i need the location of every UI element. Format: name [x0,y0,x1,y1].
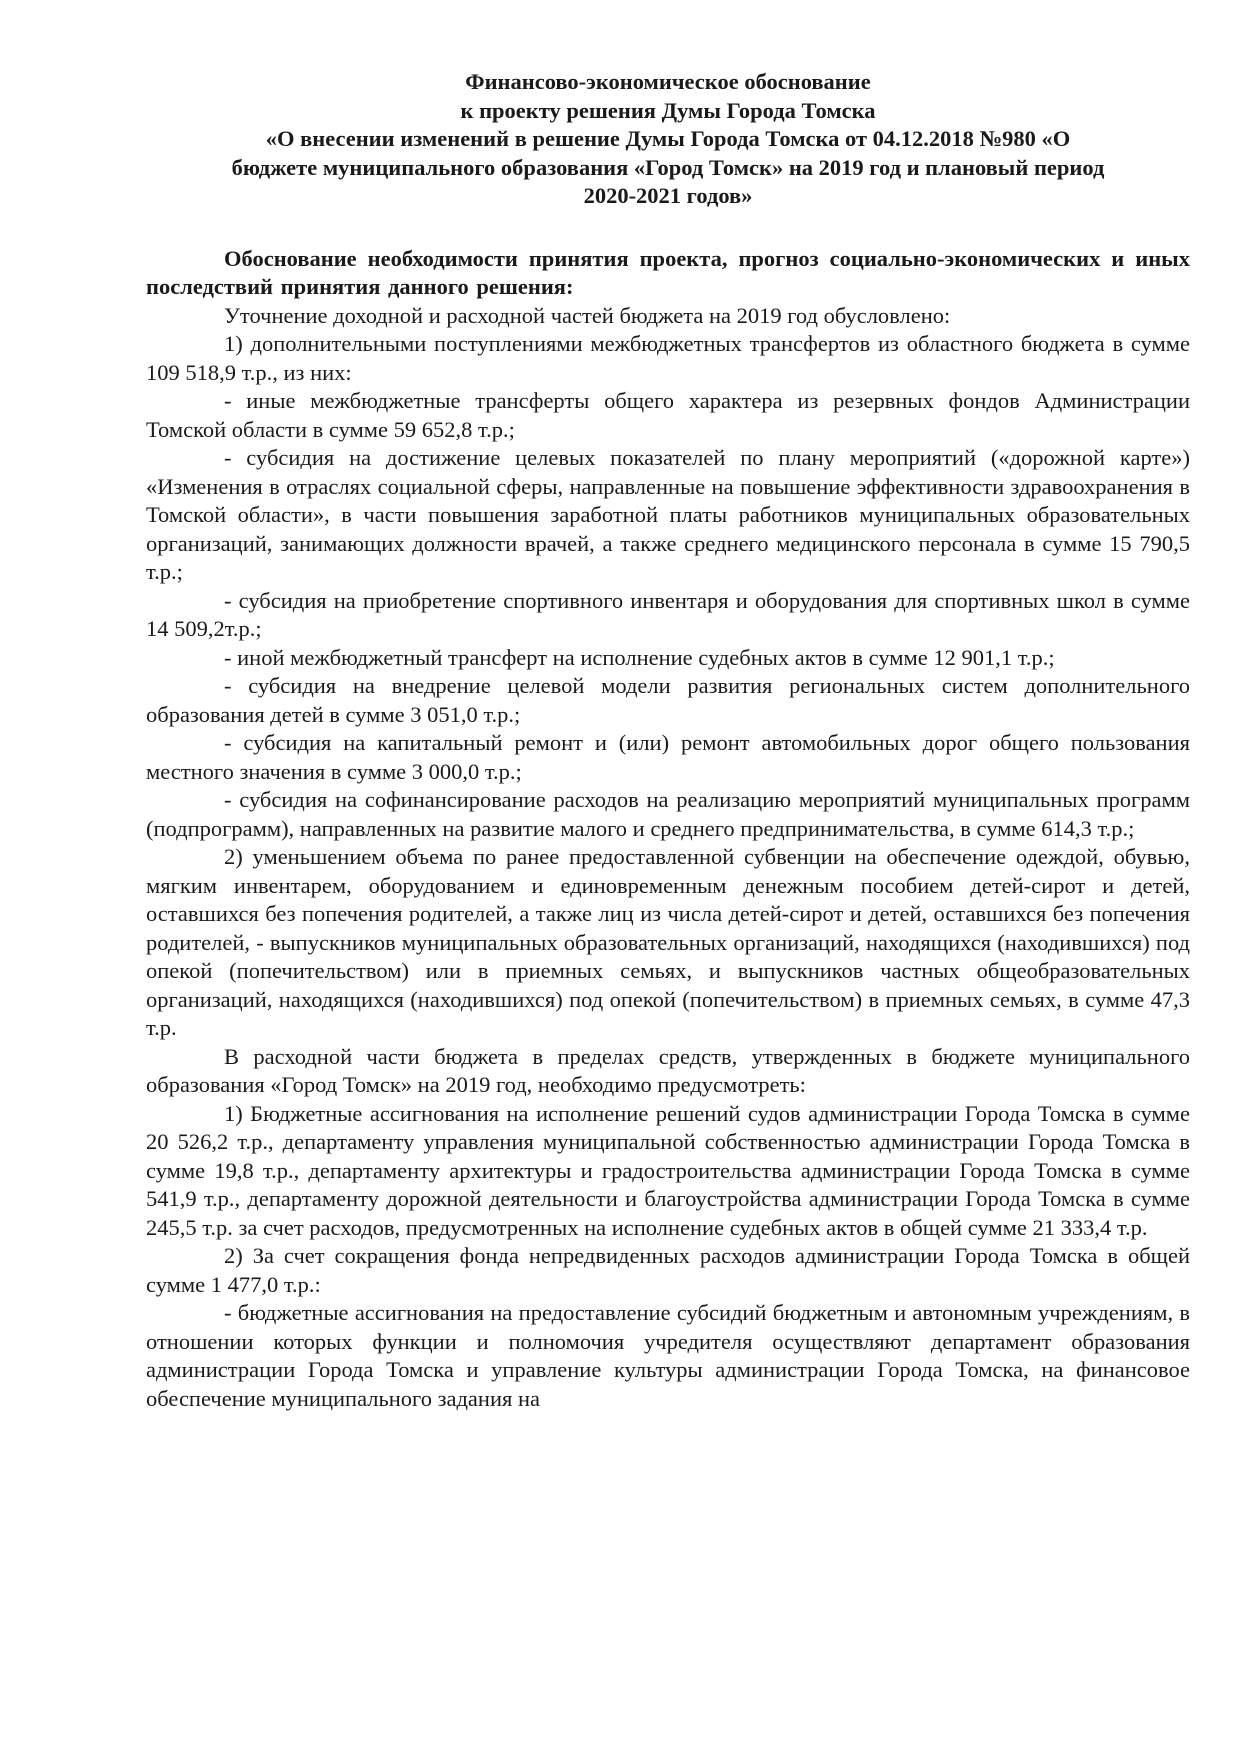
paragraph: - бюджетные ассигнования на предоставление субсидий бюджетным и автономным учреждениям, в отношении которых функции и полномочия учредителя осуществляют департамент образования администрации Города Томска и управление культуры администрации Города Томска, на финансовое обеспечение муниципального задания на [146,1300,1190,1411]
title-line: «О внесении изменений в решение Думы Города Томска от 04.12.2018 №980 «О [265,126,1071,151]
paragraph: - субсидия на софинансирование расходов на реализацию мероприятий муниципальных программ (подпрограмм), направленных на развитие малого и среднего предпринимательства, в сумме 614,3 т.р.; [146,787,1190,841]
paragraph: 1) дополнительными поступлениями межбюджетных трансфертов из областного бюджета в сумме 109 518,9 т.р., из них: [146,331,1190,385]
paragraph: Уточнение доходной и расходной частей бюджета на 2019 год обусловлено: [224,302,951,328]
section-heading: Обоснование необходимости принятия проекта, прогноз социально-экономических и иных последствий принятия данного решения: [146,245,1190,299]
paragraph: В расходной части бюджета в пределах средств, утвержденных в бюджете муниципального образования «Город Томск» на 2019 год, необходимо предусмотреть: [146,1043,1190,1097]
paragraph: - иные межбюджетные трансферты общего характера из резервных фондов Администрации Томской области в сумме 59 652,8 т.р.; [146,388,1190,442]
title-line: Финансово-экономическое обоснование [465,69,871,94]
paragraph: - иной межбюджетный трансферт на исполнение судебных актов в сумме 12 901,1 т.р.; [224,644,1055,670]
paragraph: - субсидия на капитальный ремонт и (или) ремонт автомобильных дорог общего пользования местного значения в сумме 3 000,0 т.р.; [146,730,1190,784]
title-line: к проекту решения Думы Города Томска [460,97,876,123]
title-line: бюджете муниципального образования «Город Томск» на 2019 год и плановый период [231,154,1105,180]
paragraph: - субсидия на приобретение спортивного инвентаря и оборудования для спортивных школ в сумме 14 509,2т.р.; [146,587,1190,641]
paragraph: 2) За счет сокращения фонда непредвиденных расходов администрации Города Томска в общей сумме 1 477,0 т.р.: [146,1243,1190,1297]
paragraph: 2) уменьшением объема по ранее предоставленной субвенции на обеспечение одеждой, обувью, мягким инвентарем, оборудованием и единовременным денежным пособием детей-сирот и детей, оставшихся без попечения родителей, а также лиц из числа детей-сирот и детей, оставшихся без попечения родителей, - выпускников муниципальных образовательных организаций, находящихся (находившихся) под опекой (попечительством) или в приемных семьях, и выпускников частных общеобразовательных организаций, находящихся (находившихся) под опекой (попечительством) в приемных семьях, в сумме 47,3 т.р. [146,844,1190,1040]
document-page [146,68,1190,1413]
title-line: 2020-2021 годов» [583,183,753,208]
paragraph: - субсидия на внедрение целевой модели развития региональных систем дополнительного образования детей в сумме 3 051,0 т.р.; [146,673,1190,727]
paragraph: 1) Бюджетные ассигнования на исполнение решений судов администрации Города Томска в сумме 20 526,2 т.р., департаменту управления муниципальной собственностью администрации Города Томска в сумме 19,8 т.р., департаменту архитектуры и градостроительства администрации Города Томска в сумме 541,9 т.р., департаменту дорожной деятельности и благоустройства администрации Города Томска в сумме 245,5 т.р. за счет расходов, предусмотренных на исполнение судебных актов в общей сумме 21 333,4 т.р. [146,1100,1190,1240]
document-title [146,68,1190,211]
paragraph: - субсидия на достижение целевых показателей по плану мероприятий («дорожной карте») «Изменения в отраслях социальной сферы, направленные на повышение эффективности здравоохранения в Томской области», в части повышения заработной платы работников муниципальных образовательных организаций, занимающих должности врачей, а также среднего медицинского персонала в сумме 15 790,5 т.р.; [146,445,1190,584]
